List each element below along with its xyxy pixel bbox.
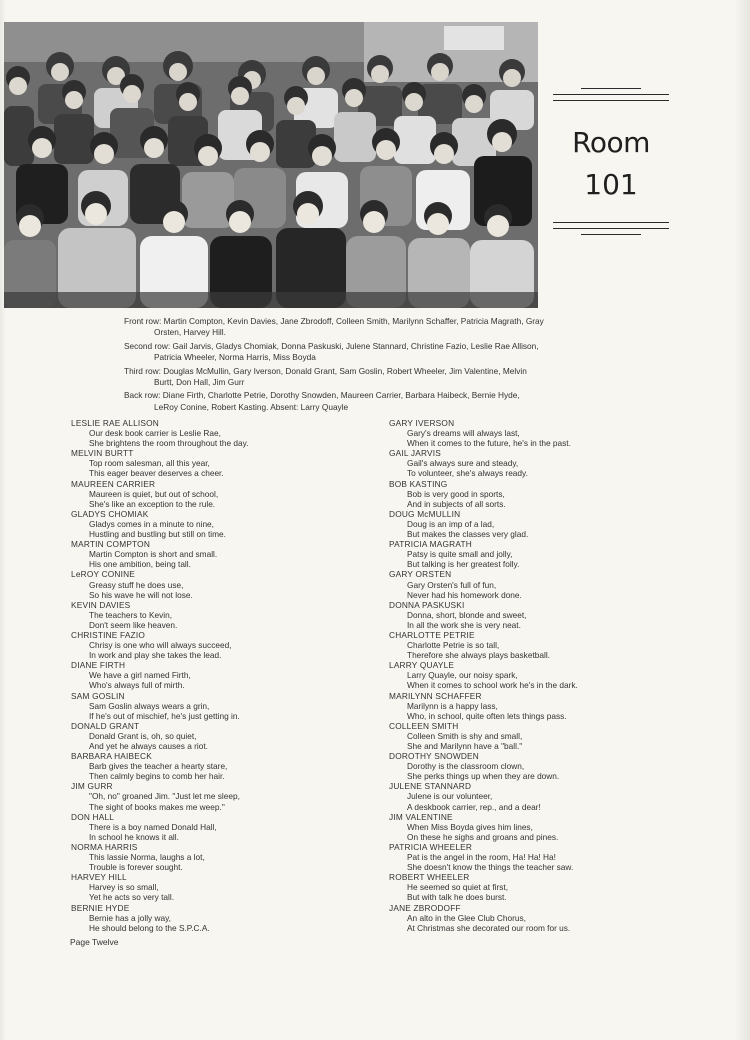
verse-line: Martin Compton is short and small. (89, 549, 218, 560)
student-name: KEVIN DAVIES (71, 599, 131, 610)
caption-names: Douglas McMullin, Gary Iverson, Donald Grant, Sam Goslin, Robert Wheeler, Jim Valentine, Melvin Burtt, Don Hall, Jim Gurr (154, 365, 527, 388)
student-name: ROBERT WHEELER (389, 872, 470, 883)
verse-line: If he's out of mischief, he's just getting in. (89, 710, 240, 721)
student-name: JULENE STANNARD (389, 781, 472, 792)
caption-names: Gail Jarvis, Gladys Chomiak, Donna Paskuski, Julene Stannard, Christine Fazio, Leslie Rae Allison, Patricia Wheeler, Norma Harris, Miss Boyda (154, 340, 539, 363)
verse-line: Colleen Smith is shy and small, (407, 730, 523, 741)
student-name: GARY IVERSON (389, 418, 455, 428)
student-name: DONNA PASKUSKI (389, 599, 465, 610)
student-name: MARILYNN SCHAFFER (389, 690, 482, 701)
student-name: GLADYS CHOMIAK (71, 508, 149, 519)
verse-line: And yet he always causes a riot. (89, 741, 208, 751)
student-name: COLLEEN SMITH (389, 720, 459, 731)
caption-label: Front row: (124, 316, 162, 326)
student-name: NORMA HARRIS (71, 841, 138, 852)
student-name: MAUREEN CARRIER (71, 478, 156, 489)
student-name: BOB KASTING (389, 478, 448, 489)
verse-entry (389, 448, 689, 478)
caption-third-row (124, 366, 544, 389)
student-name: DOUG McMULLIN (389, 508, 461, 519)
verse-entry (389, 660, 689, 690)
verse-line: His one ambition, being tall. (89, 559, 191, 570)
class-photo-icon (4, 22, 538, 308)
student-name: DON HALL (71, 811, 115, 822)
verse-line: Gary Orsten's full of fun, (407, 579, 497, 590)
verse-line: Bob is very good in sports, (407, 488, 505, 499)
verse-entry (71, 660, 371, 690)
student-name: GARY ORSTEN (389, 569, 452, 580)
verse-entry (71, 842, 371, 872)
title-rule (581, 234, 641, 235)
student-name: BARBARA HAIBECK (71, 751, 152, 762)
caption-back-row (124, 390, 544, 413)
verse-line: In school he knows it all. (89, 831, 179, 842)
student-name: JANE ZBRODOFF (389, 902, 461, 913)
verse-entry (71, 781, 371, 811)
verse-line: Donna, short, blonde and sweet, (407, 609, 527, 620)
verse-entry (389, 812, 689, 842)
caption-second-row (124, 341, 544, 364)
verse-line: Yet he acts so very tall. (89, 892, 175, 903)
verse-entry (71, 751, 371, 781)
verse-line: Hustling and bustling but still on time. (89, 529, 226, 540)
verse-line: Gladys comes in a minute to nine, (89, 518, 214, 529)
verse-entry (389, 600, 689, 630)
verse-line: She brightens the room throughout the day. (89, 438, 249, 449)
student-name: GAIL JARVIS (389, 448, 442, 459)
student-name: LARRY QUAYLE (389, 660, 455, 671)
verse-line: In all the work she is very neat. (407, 619, 521, 630)
student-name: CHRISTINE FAZIO (71, 629, 145, 640)
verse-entry (389, 539, 689, 569)
verse-line: Top room salesman, all this year, (89, 458, 210, 469)
verse-entry (71, 569, 371, 599)
room-word: Room (572, 126, 650, 159)
class-photo (4, 22, 538, 308)
verse-line: Larry Quayle, our noisy spark, (407, 670, 518, 681)
verse-line: This eager beaver deserves a cheer. (89, 468, 224, 479)
caption-names: Martin Compton, Kevin Davies, Jane Zbrodoff, Colleen Smith, Marilynn Schaffer, Patricia Magrath, Gray Orsten, Harvey Hill. (154, 316, 544, 338)
verse-entry (71, 812, 371, 842)
verse-line: She and Marilynn have a "ball." (407, 741, 523, 751)
verse-entry (389, 903, 689, 933)
room-number: 101 (584, 168, 638, 201)
verse-line: Charlotte Petrie is so tall, (407, 640, 500, 651)
verse-line: An alto in the Glee Club Chorus, (407, 912, 526, 923)
verse-line: But with talk he does burst. (407, 892, 507, 903)
verse-line: To volunteer, she's always ready. (407, 468, 528, 479)
verse-line: Pat is the angel in the room, Ha! Ha! Ha! (407, 852, 556, 863)
student-name: BERNIE HYDE (71, 902, 130, 913)
verse-line: This lassie Norma, laughs a lot, (89, 852, 205, 863)
verse-line: Marilynn is a happy lass, (407, 700, 498, 711)
verse-line: He should belong to the S.P.C.A. (89, 922, 210, 933)
verse-line: Patsy is quite small and jolly, (407, 549, 513, 560)
student-name: MELVIN BURTT (71, 448, 134, 459)
verse-line: The teachers to Kevin, (89, 609, 173, 620)
verse-entry (389, 479, 689, 509)
student-name: JIM GURR (71, 781, 113, 792)
verse-line: Donald Grant is, oh, so quiet, (89, 730, 197, 741)
caption-names: Diane Firth, Charlotte Petrie, Dorothy Snowden, Maureen Carrier, Barbara Haibeck, Bernie Hyde, LeRoy Conine, Robert Kasting. Absent: Larry Quayle (154, 390, 520, 412)
student-name: SAM GOSLIN (71, 690, 125, 701)
verse-entry (389, 509, 689, 539)
verse-line: Harvey is so small, (89, 882, 159, 893)
verse-line: Gary's dreams will always last, (407, 428, 520, 439)
verse-entry (389, 721, 689, 751)
verse-line: She doesn't know the things the teacher saw. (407, 862, 574, 873)
verse-line: The sight of books makes me weep." (89, 801, 225, 812)
title-rule (581, 88, 641, 89)
verse-line: On these he sighs and groans and pines. (407, 831, 559, 842)
verse-line: She's like an exception to the rule. (89, 498, 216, 509)
title-rule (553, 222, 669, 223)
verse-line: But makes the classes very glad. (407, 529, 529, 540)
verse-entry (71, 600, 371, 630)
photo-caption (124, 316, 544, 415)
verse-line: But talking is her greatest folly. (407, 559, 520, 570)
verse-line: Don't seem like heaven. (89, 619, 178, 630)
verse-line: Bernie has a jolly way, (89, 912, 171, 923)
verse-line: When it comes to the future, he's in the past. (407, 438, 571, 449)
student-name: JIM VALENTINE (389, 811, 453, 822)
verse-line: Who, in school, quite often lets things pass. (407, 710, 567, 721)
student-name: DONALD GRANT (71, 720, 140, 731)
verse-line: When it comes to school work he's in the dark. (407, 680, 578, 691)
verse-entry (71, 691, 371, 721)
student-name: CHARLOTTE PETRIE (389, 629, 475, 640)
verse-line: A deskbook carrier, rep., and a dear! (407, 801, 541, 812)
verse-entry (71, 630, 371, 660)
verse-line: At Christmas she decorated our room for us. (407, 922, 571, 933)
verse-entry (71, 448, 371, 478)
verse-line: We have a girl named Firth, (89, 670, 191, 681)
caption-label: Second row: (124, 340, 171, 351)
student-name: DOROTHY SNOWDEN (389, 751, 479, 762)
verse-entry (71, 903, 371, 933)
verse-line: Doug is an imp of a lad, (407, 518, 495, 529)
verse-line: Who's always full of mirth. (89, 680, 185, 691)
verse-line: Greasy stuff he does use, (89, 579, 184, 590)
verse-entry (389, 630, 689, 660)
verse-entry (389, 872, 689, 902)
verse-line: Barb gives the teacher a hearty stare, (89, 761, 228, 772)
verse-entry (389, 751, 689, 781)
verse-entry (389, 691, 689, 721)
verse-line: Sam Goslin always wears a grin, (89, 700, 210, 711)
room-title (553, 88, 669, 238)
verse-entry (71, 479, 371, 509)
verse-line: Trouble is forever sought. (89, 862, 183, 873)
verse-line: And in subjects of all sorts. (407, 498, 506, 509)
title-rule (553, 228, 669, 229)
verse-line: Chrisy is one who will always succeed, (89, 640, 232, 651)
page-number: Page Twelve (70, 937, 119, 947)
verse-entry (389, 781, 689, 811)
verse-entry (71, 721, 371, 751)
verses-right-column (389, 418, 689, 933)
student-name: PATRICIA WHEELER (389, 841, 473, 852)
student-name: LESLIE RAE ALLISON (71, 418, 159, 428)
verse-line: Julene is our volunteer, (407, 791, 493, 802)
verse-line: Dorothy is the classroom clown, (407, 761, 525, 772)
verse-entry (389, 842, 689, 872)
verse-line: Therefore she always plays basketball. (407, 650, 550, 661)
verse-entry (71, 872, 371, 902)
verse-entry (389, 418, 689, 448)
verse-line: Never had his homework done. (407, 589, 522, 600)
title-rule (553, 94, 669, 95)
verse-line: In work and play she takes the lead. (89, 650, 222, 661)
verse-entry (71, 509, 371, 539)
verse-line: Maureen is quiet, but out of school, (89, 488, 219, 499)
verse-entry (71, 418, 371, 448)
verse-entry (71, 539, 371, 569)
verses-left-column (71, 418, 371, 933)
verse-line: She perks things up when they are down. (407, 771, 560, 782)
verse-entry (389, 569, 689, 599)
verse-line: Then calmly begins to comb her hair. (89, 771, 225, 782)
verse-line: "Oh, no" groaned Jim. "Just let me sleep, (89, 791, 240, 802)
caption-label: Third row: (124, 365, 161, 376)
caption-label: Back row: (124, 390, 161, 401)
verse-line: There is a boy named Donald Hall, (89, 821, 217, 832)
student-name: MARTIN COMPTON (71, 539, 151, 550)
verse-line: Our desk book carrier is Leslie Rae, (89, 428, 221, 439)
student-name: LeROY CONINE (71, 569, 136, 580)
title-rule (553, 100, 669, 101)
student-name: PATRICIA MAGRATH (389, 539, 472, 550)
student-name: DIANE FIRTH (71, 660, 126, 671)
verse-line: He seemed so quiet at first, (407, 882, 508, 893)
student-name: HARVEY HILL (71, 872, 127, 883)
verse-line: Gail's always sure and steady, (407, 458, 519, 469)
verse-line: When Miss Boyda gives him lines, (407, 821, 533, 832)
caption-front-row (124, 316, 544, 339)
verse-line: So his wave he will not lose. (89, 589, 193, 600)
